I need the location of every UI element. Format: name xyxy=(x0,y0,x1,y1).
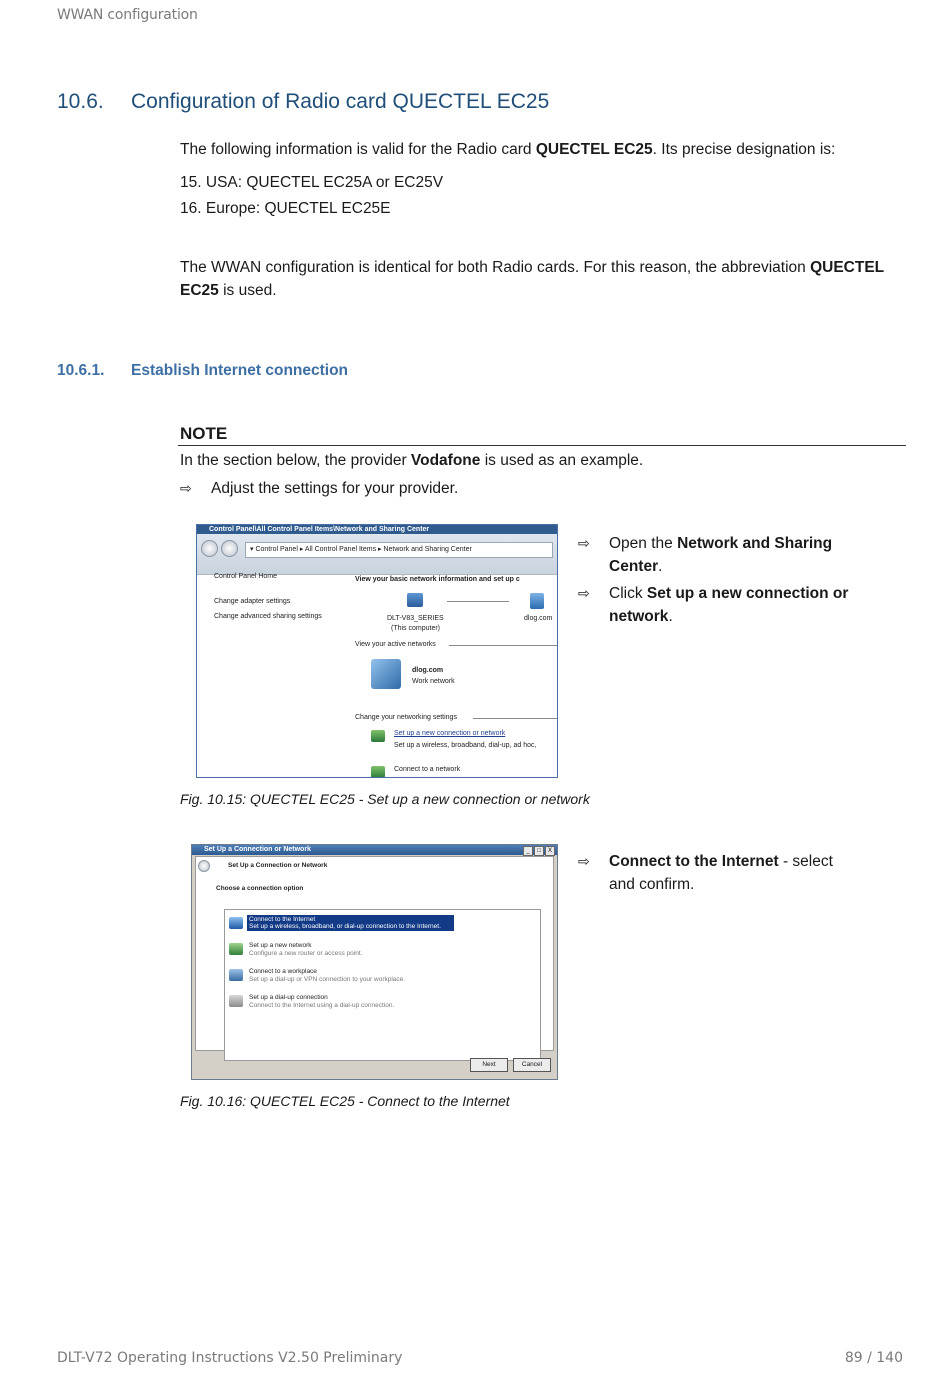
list-text: Europe: QUECTEL EC25E xyxy=(205,200,391,217)
connect-network-link: Connect to a network xyxy=(394,766,461,773)
back-icon xyxy=(198,860,210,872)
cp-link: Change adapter settings xyxy=(214,598,291,605)
intro-bold: QUECTEL EC25 xyxy=(535,141,653,158)
router-icon xyxy=(229,943,243,955)
network-icon xyxy=(371,659,401,689)
fig2-step xyxy=(578,850,833,873)
network-type: Work network xyxy=(412,678,455,685)
step-text: Open the xyxy=(609,535,678,552)
back-icon xyxy=(201,540,218,557)
note-text xyxy=(180,449,643,472)
maximize-icon: □ xyxy=(534,846,544,856)
arrow-icon: ⇨ xyxy=(578,853,590,869)
section-heading xyxy=(57,90,549,114)
intro-paragraph xyxy=(180,138,835,161)
note-bullet-text: Adjust the settings for your provider. xyxy=(211,480,459,497)
list-text: USA: QUECTEL EC25A or EC25V xyxy=(205,174,444,191)
setup-connection-link: Set up a new connection or network xyxy=(394,730,506,737)
figure-caption: Fig. 10.16: QUECTEL EC25 - Connect to the Internet xyxy=(180,1093,510,1109)
fig1-step-cont xyxy=(609,605,673,628)
wwan-paragraph xyxy=(180,256,900,302)
cp-heading: View your basic network information and set up c xyxy=(355,576,520,583)
note-bullet xyxy=(180,477,458,500)
footer-document-title: DLT-V72 Operating Instructions V2.50 Preliminary xyxy=(57,1350,403,1366)
fig1-step-cont xyxy=(609,555,662,578)
step-bold: network xyxy=(609,608,669,625)
forward-icon xyxy=(221,540,238,557)
dialup-icon xyxy=(229,995,243,1007)
step-text-end: and confirm. xyxy=(609,876,695,893)
note-bold: Vodafone xyxy=(410,452,481,469)
subsection-title: Establish Internet connection xyxy=(131,362,349,379)
step-bold: Set up a new connection or xyxy=(646,585,849,602)
arrow-icon: ⇨ xyxy=(578,585,590,601)
step-text: - select xyxy=(778,853,833,870)
network-sharing-center-screenshot xyxy=(196,524,558,778)
setup-connection-dialog-screenshot xyxy=(191,844,558,1080)
section-title: Configuration of Radio card QUECTEL EC25 xyxy=(131,90,550,113)
computer-name: DLT-V83_SERIES xyxy=(387,615,444,622)
option-desc: Connect to the Internet using a dial-up connection. xyxy=(249,1002,395,1009)
para-text: The WWAN configuration is identical for both Radio cards. For this reason, the abbreviation xyxy=(180,259,811,276)
subsection-heading xyxy=(57,362,348,380)
connect-network-icon xyxy=(371,766,385,778)
option-title: Set up a dial-up connection xyxy=(249,994,328,1001)
divider xyxy=(449,645,557,646)
close-icon: X xyxy=(545,846,555,856)
option-title: Connect to a workplace xyxy=(249,968,317,975)
list-number: 16. xyxy=(180,200,202,217)
minimize-icon: _ xyxy=(523,846,533,856)
option-title: Set up a new network xyxy=(249,942,312,949)
arrow-icon: ⇨ xyxy=(180,480,192,496)
cancel-button: Cancel xyxy=(513,1058,551,1072)
figure-caption: Fig. 10.15: QUECTEL EC25 - Set up a new connection or network xyxy=(180,791,590,807)
workplace-icon xyxy=(229,969,243,981)
internet-name: dlog.com xyxy=(524,615,553,622)
note-text-end: is used as an example. xyxy=(480,452,644,469)
step-text: Click xyxy=(609,585,647,602)
section-number: 10.6. xyxy=(57,90,104,113)
cp-link: Change advanced sharing settings xyxy=(214,613,322,620)
setup-connection-desc: Set up a wireless, broadband, dial-up, ad hoc, xyxy=(394,742,537,749)
address-bar: ▾ Control Panel ▸ All Control Panel Items ▸ Network and Sharing Center xyxy=(245,542,553,558)
step-text-end: . xyxy=(658,558,663,575)
option-desc: Configure a new router or access point. xyxy=(249,950,363,957)
list-number: 15. xyxy=(180,174,202,191)
cp-link: Control Panel Home xyxy=(214,573,278,580)
computer-sub: (This computer) xyxy=(391,625,441,632)
next-button: Next xyxy=(470,1058,508,1072)
dialog-prompt: Choose a connection option xyxy=(216,885,304,892)
address-area xyxy=(197,534,557,575)
globe-icon xyxy=(530,593,544,609)
option-desc: Set up a wireless, broadband, or dial-up connection to the Internet. xyxy=(249,923,441,930)
arrow-icon: ⇨ xyxy=(578,535,590,551)
setup-connection-icon xyxy=(371,730,385,742)
option-title: Connect to the Internet xyxy=(249,916,316,923)
active-networks-label: View your active networks xyxy=(355,641,436,648)
list-item xyxy=(180,171,443,194)
step-bold: Network and Sharing xyxy=(677,535,833,552)
para-bold: EC25 xyxy=(180,282,219,299)
window-title: Set Up a Connection or Network xyxy=(192,845,557,855)
note-title: NOTE xyxy=(180,424,228,443)
running-header: WWAN configuration xyxy=(57,7,198,23)
computer-icon xyxy=(407,593,423,607)
option-desc: Set up a dial-up or VPN connection to your workplace. xyxy=(249,976,406,983)
intro-text: The following information is valid for the Radio card xyxy=(180,141,536,158)
note-divider xyxy=(178,445,906,446)
fig2-step-cont xyxy=(609,873,694,896)
footer-page-number: 89 / 140 xyxy=(844,1350,903,1366)
para-bold: QUECTEL xyxy=(810,259,885,276)
window-title: Control Panel\All Control Panel Items\Network and Sharing Center xyxy=(197,525,557,534)
list-item xyxy=(180,197,391,220)
connector-line xyxy=(447,601,509,602)
step-bold: Connect to the Internet xyxy=(609,853,779,870)
options-list xyxy=(224,909,541,1061)
subsection-number: 10.6.1. xyxy=(57,362,105,379)
internet-icon xyxy=(229,917,243,929)
dialog-body xyxy=(195,856,554,1051)
dialog-subtitle: Set Up a Connection or Network xyxy=(228,862,328,869)
para-text-end: is used. xyxy=(218,282,277,299)
fig1-step xyxy=(578,582,848,605)
window-controls xyxy=(523,846,555,854)
fig1-step xyxy=(578,532,832,555)
step-bold: Center xyxy=(609,558,659,575)
change-settings-label: Change your networking settings xyxy=(355,714,457,721)
note-text-start: In the section below, the provider xyxy=(180,452,411,469)
step-text-end: . xyxy=(668,608,673,625)
intro-text-end: . Its precise designation is: xyxy=(652,141,836,158)
divider xyxy=(473,718,557,719)
network-name: dlog.com xyxy=(412,667,444,674)
